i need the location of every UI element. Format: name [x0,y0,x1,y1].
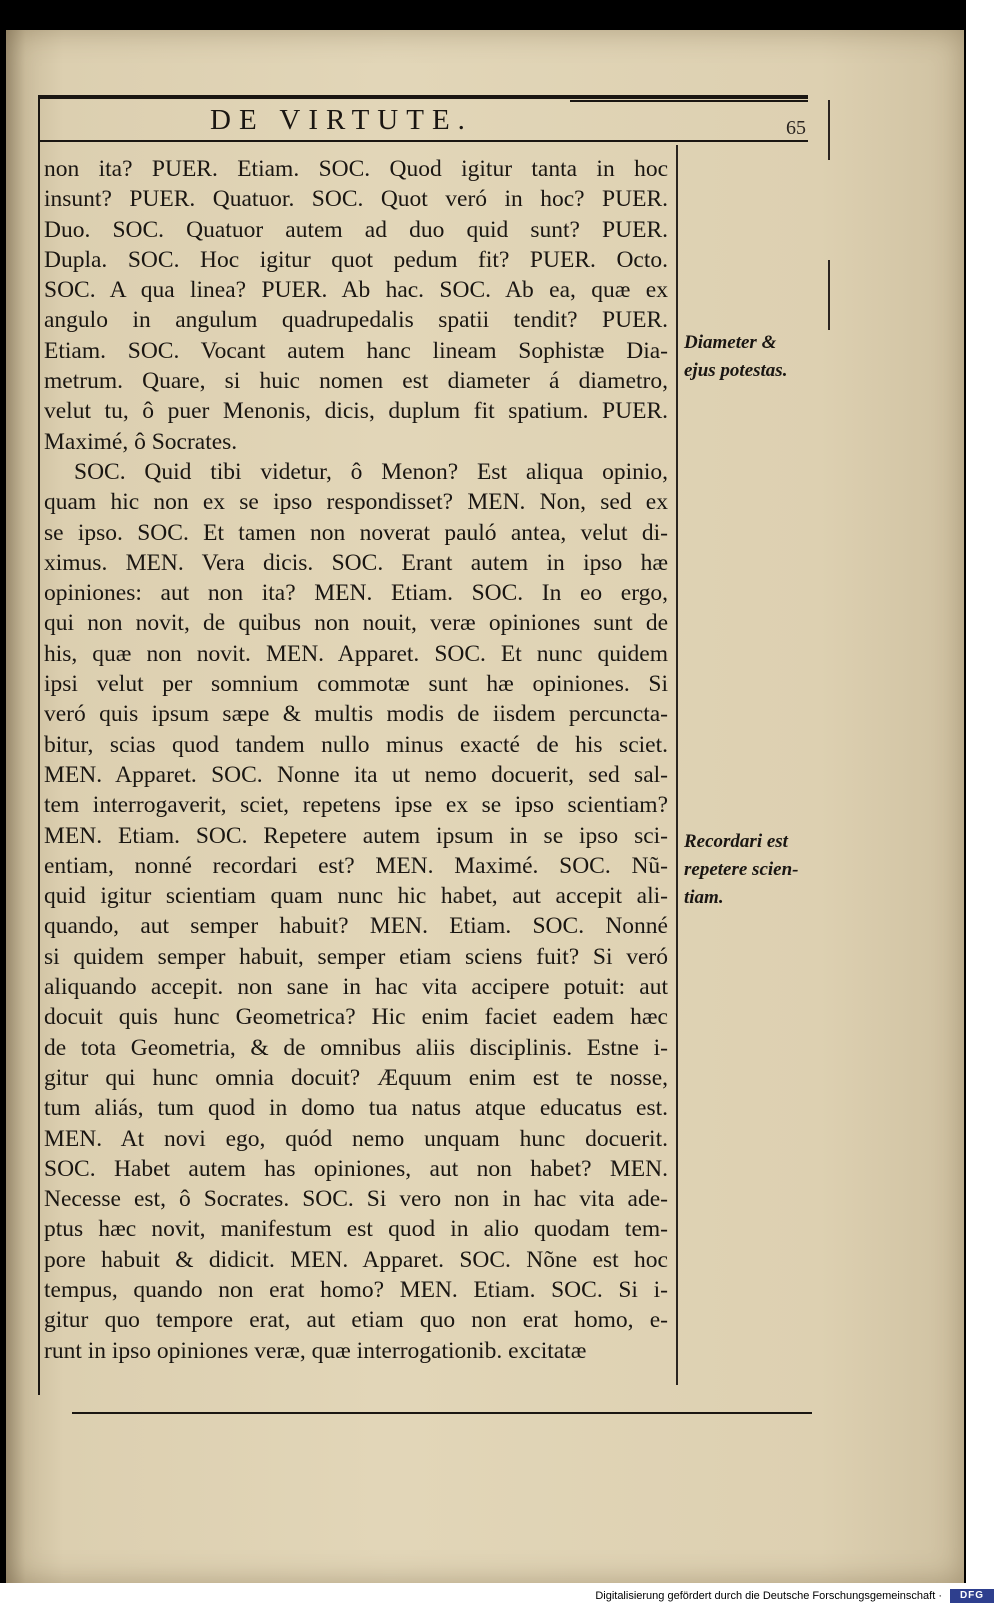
text-line: Duo. SOC. Quatuor autem ad duo quid sunt? PUER. [44,216,668,243]
text-line: quando, aut semper habuit? MEN. Etiam. SOC. Nonné [44,913,668,940]
text-line: bitur, scias quod tandem nullo minus exacté de his sciet. [44,731,668,758]
text-line: his, quæ non novit. MEN. Apparet. SOC. Et nunc quidem [44,640,668,667]
text-line: quam hic non ex se ipso respondisset? MEN. Non, sed ex [44,489,668,516]
dfg-logo: DFG [950,1589,994,1603]
text-line: SOC. A qua linea? PUER. Ab hac. SOC. Ab ea, quæ ex [44,277,668,304]
digitization-credit: Digitalisierung gefördert durch die Deutsche Forschungsgemeinschaft · [595,1590,942,1602]
marginal-note-line: tiam. [684,887,724,908]
marginal-note-line: Diameter & [684,332,777,353]
text-line: angulo in angulum quadrupedalis spatii tendit? PUER. [44,307,668,334]
text-line: velut tu, ô puer Menonis, dicis, duplum fit spatium. PUER. [44,398,668,425]
text-line: si quidem semper habuit, semper etiam sciens fuit? Si veró [44,943,668,970]
text-line: tempus, quando non erat homo? MEN. Etiam. SOC. Si i- [44,1276,668,1303]
text-line: se ipso. SOC. Et tamen non noverat pauló antea, velut di- [44,519,668,546]
text-line: tum aliás, tum quod in domo tua natus atque educatus est. [44,1095,668,1122]
text-line: ptus hæc novit, manifestum est quod in alio quodam tem- [44,1216,668,1243]
text-line: MEN. Etiam. SOC. Repetere autem ipsum in se ipso sci- [44,822,668,849]
text-line: pore habuit & didicit. MEN. Apparet. SOC. Nõne est hoc [44,1246,668,1273]
text-line: aliquando accepit. non sane in hac vita accipere potuit: aut [44,974,668,1001]
marginal-note-line: Recordari est [684,831,788,852]
text-line: SOC. Habet autem has opiniones, aut non habet? MEN. [44,1155,668,1182]
text-line: entiam, nonné recordari est? MEN. Maximé. SOC. Nũ- [44,852,668,879]
top-rule-secondary [570,100,808,102]
marginal-column-rule [676,145,678,1385]
text-line: non ita? PUER. Etiam. SOC. Quod igitur tanta in hoc [44,156,668,182]
marginal-note-line: ejus potestas. [684,360,788,381]
text-line: quid igitur scientiam quam nunc hic habet, aut accepit ali- [44,883,668,910]
text-line: de tota Geometria, & de omnibus aliis disciplinis. Estne i- [44,1034,668,1061]
text-line: docuit quis hunc Geometrica? Hic enim faciet eadem hæc [44,1004,668,1031]
text-line: MEN. Apparet. SOC. Nonne ita ut nemo docuerit, sed sal- [44,761,668,788]
text-line: ximus. MEN. Vera dicis. SOC. Erant autem in ipso hæ [44,549,668,576]
text-line: gitur qui hunc omnia docuit? Æquum enim est te nosse, [44,1064,668,1091]
running-head: DE VIRTUTE. [210,104,473,136]
left-margin-rule [38,95,40,1395]
text-line: gitur quo tempore erat, aut etiam quo non erat homo, e- [44,1307,668,1334]
right-margin-rule-lower [828,260,830,330]
page-number: 65 [786,117,806,139]
header-rule [38,140,808,142]
text-line: Etiam. SOC. Vocant autem hanc lineam Sophistæ Dia- [44,337,668,364]
text-line: qui non novit, de quibus non nouit, veræ opiniones sunt de [44,610,668,637]
text-line: tem interrogaverit, sciet, repetens ipse ex se ipso scientiam? [44,792,668,819]
right-margin-rule [828,100,830,160]
text-line: runt in ipso opiniones veræ, quæ interrogationib. excitatæ [44,1337,587,1364]
text-line: insunt? PUER. Quatuor. SOC. Quot veró in hoc? PUER. [44,186,668,213]
marginal-note-recordari [684,828,824,912]
main-text [44,154,668,1366]
text-line: veró quis ipsum sæpe & multis modis de iisdem percuncta- [44,701,668,728]
text-line: ipsi velut per somnium commotæ sunt hæ opiniones. Si [44,671,668,698]
marginal-note-line: repetere scien- [684,859,799,880]
text-line: Necesse est, ô Socrates. SOC. Si vero non in hac vita ade- [44,1186,668,1213]
top-rule [38,95,808,99]
text-line: MEN. At novi ego, quód nemo unquam hunc docuerit. [44,1125,668,1152]
text-line: metrum. Quare, si huic nomen est diameter á diametro, [44,368,668,395]
bottom-rule [72,1412,812,1414]
text-line: Maximé, ô Socrates. [44,428,238,455]
text-line: SOC. Quid tibi videtur, ô Menon? Est aliqua opinio, [74,458,668,485]
text-line: Dupla. SOC. Hoc igitur quot pedum fit? PUER. Octo. [44,246,668,273]
text-line: opiniones: aut non ita? MEN. Etiam. SOC. In eo ergo, [44,580,668,607]
marginal-note-diameter [684,329,824,385]
